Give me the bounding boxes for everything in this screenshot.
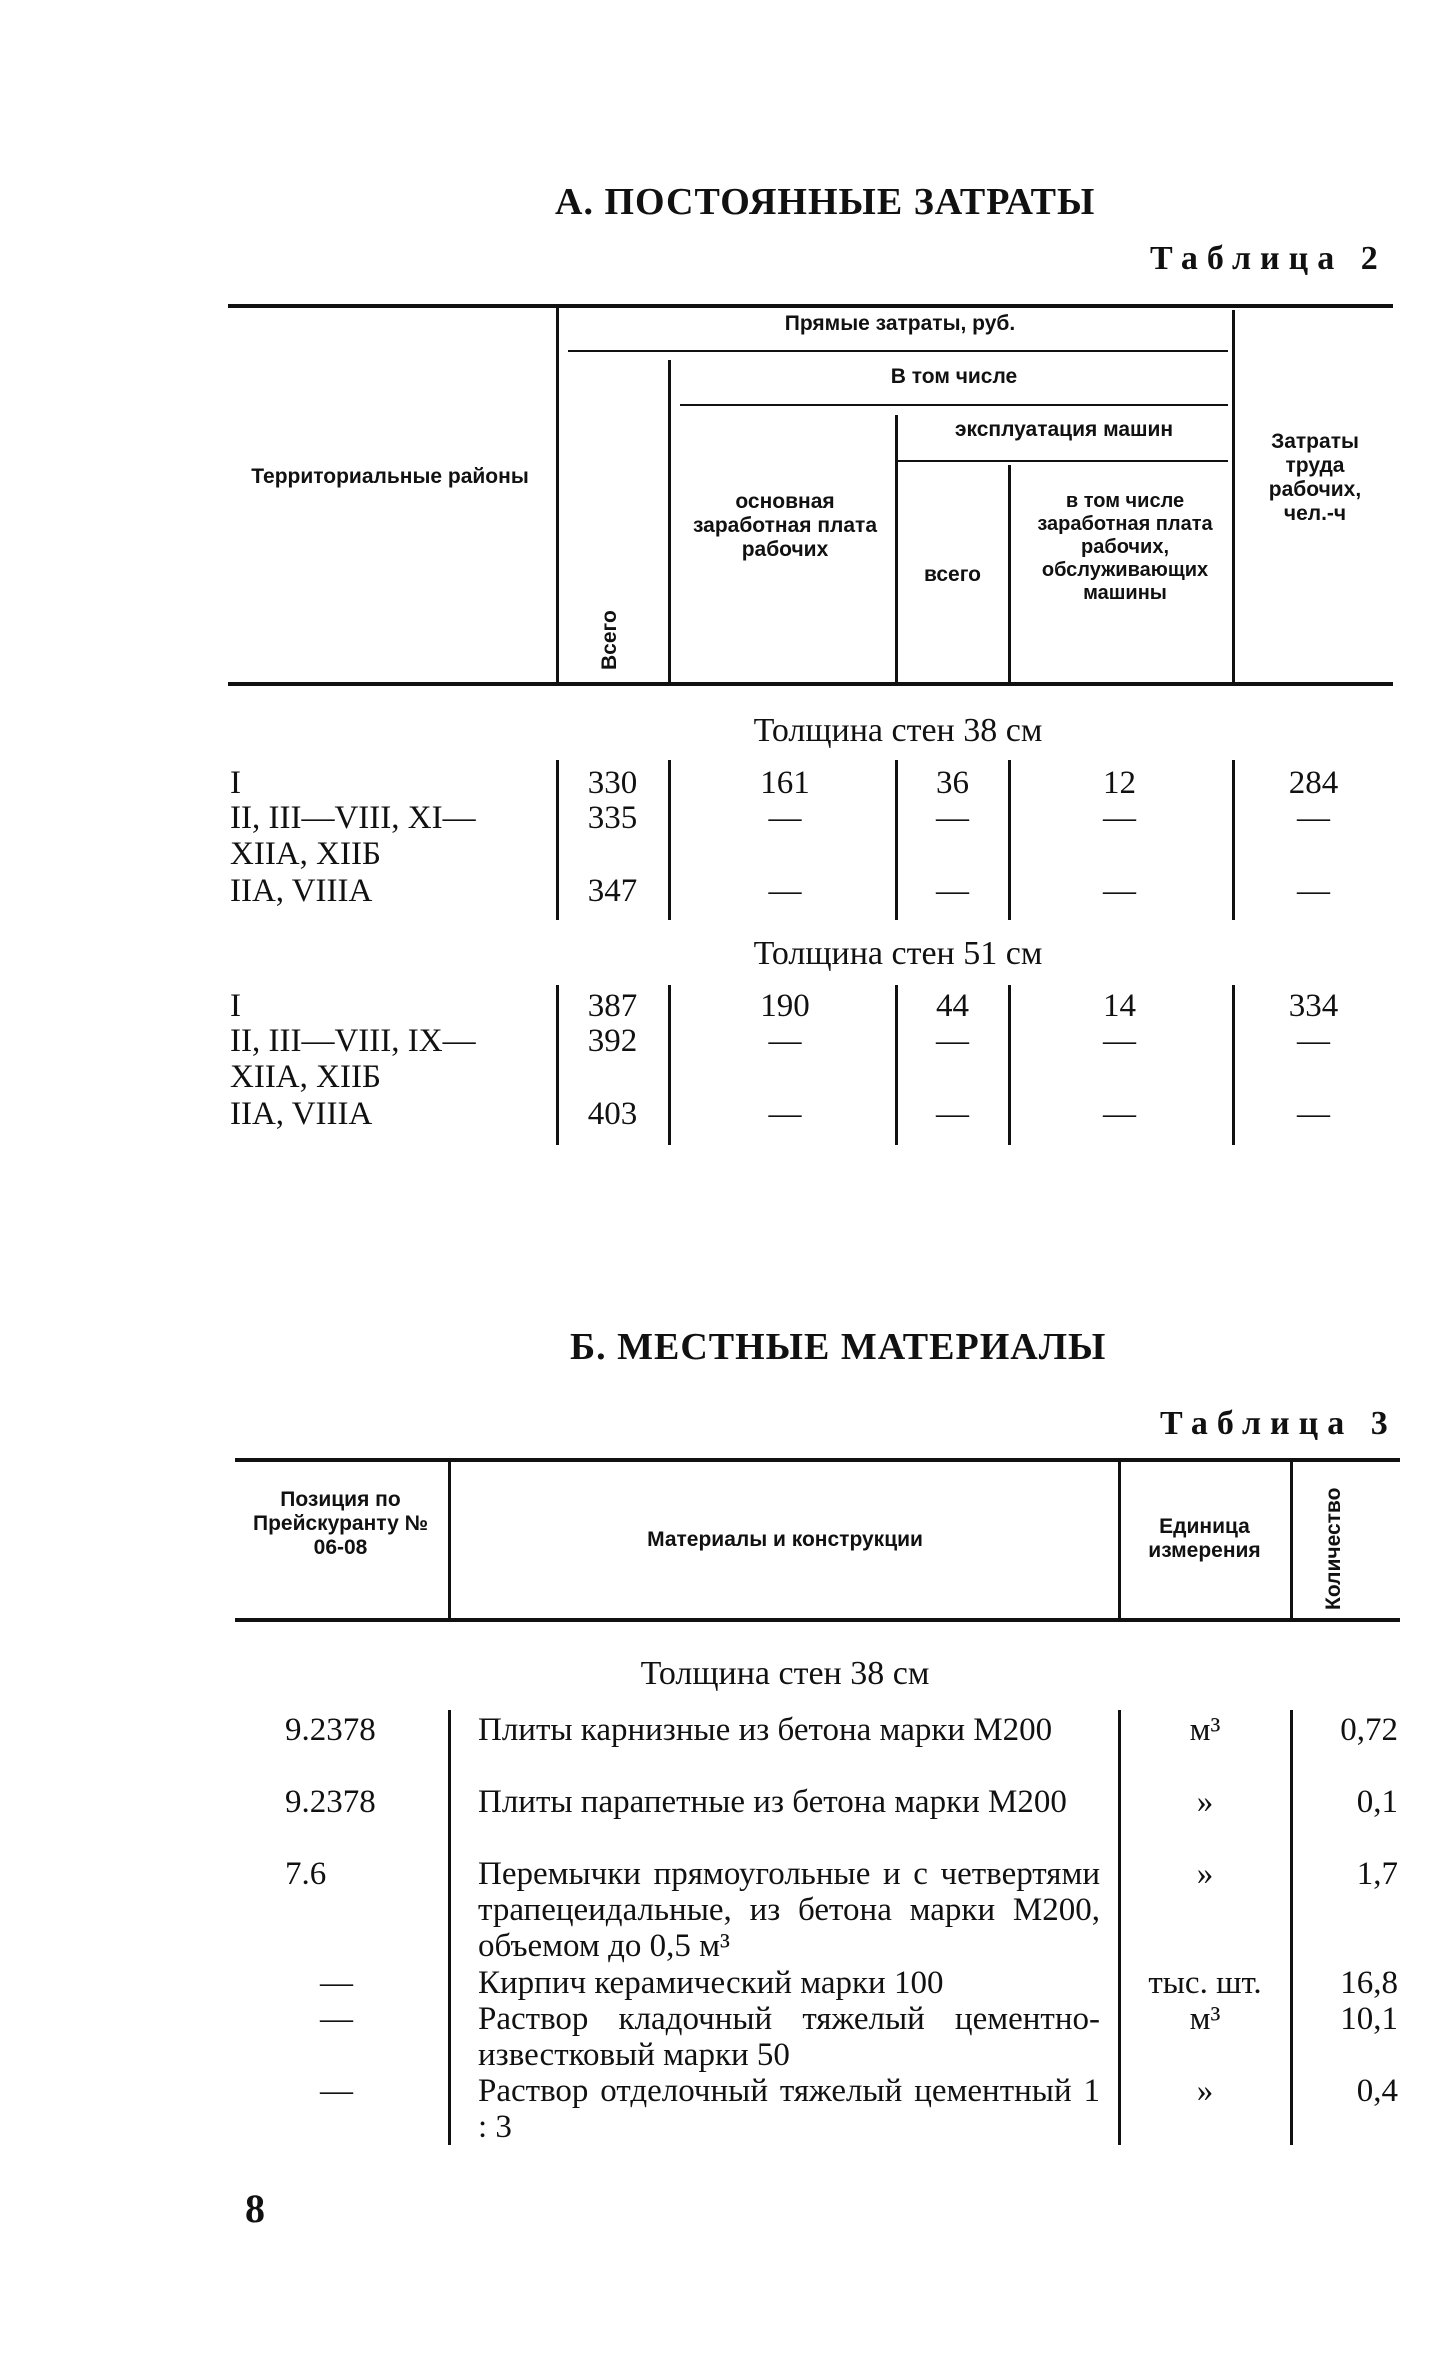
t3-hdr-vline-1 xyxy=(448,1462,451,1620)
table-2-header-rule-3 xyxy=(898,460,1228,462)
machine-wage-cell: — xyxy=(1103,800,1136,836)
total-cell: 392 xyxy=(587,1023,638,1059)
position-cell: — xyxy=(320,2073,353,2109)
g1-vline-2 xyxy=(668,760,671,920)
g2-vline-2 xyxy=(668,985,671,1145)
table-3-caption: Таблица 3 xyxy=(1160,1405,1397,1442)
wage-cell: — xyxy=(768,1096,802,1132)
t3-hdr-vline-2 xyxy=(1118,1462,1121,1620)
table-3-subtitle: Толщина стен 38 см xyxy=(640,1655,930,1692)
machine-cell: 44 xyxy=(936,988,969,1024)
unit-cell: м³ xyxy=(1189,1712,1221,1748)
table-2-hdr-vline-1 xyxy=(556,306,559,684)
section-b-title: Б. МЕСТНЫЕ МАТЕРИАЛЫ xyxy=(570,1326,1107,1368)
machine-cell: — xyxy=(936,800,969,836)
table-2-header-bottom-rule xyxy=(228,682,1393,686)
header-direct-costs: Прямые затраты, руб. xyxy=(784,312,1016,335)
wage-cell: — xyxy=(768,1023,802,1059)
t3-body-vline-3 xyxy=(1290,1710,1293,2145)
wage-cell: 190 xyxy=(760,988,810,1024)
table-2-header-rule-1 xyxy=(568,350,1228,352)
header-machine-total: всего xyxy=(923,563,982,586)
quantity-cell: 16,8 xyxy=(1340,1965,1398,2001)
table-2-top-rule xyxy=(228,304,1393,308)
table-2-caption: Таблица 2 xyxy=(1150,240,1387,277)
t3-body-vline-1 xyxy=(448,1710,451,2145)
labor-cell: — xyxy=(1297,1096,1330,1132)
group-2-subtitle: Толщина стен 51 см xyxy=(753,935,1043,972)
g1-vline-5 xyxy=(1232,760,1235,920)
material-cell: Плиты карнизные из бетона марки М200 xyxy=(478,1712,1053,1748)
header-machine-wage: в том числе заработная плата рабочих, обслуживающих машины xyxy=(1037,490,1213,604)
labor-cell: — xyxy=(1297,873,1330,909)
machine-wage-cell: — xyxy=(1103,1023,1136,1059)
total-cell: 335 xyxy=(587,800,638,836)
region-cell: II, III—VIII, IX—XIIA, XIIБ xyxy=(230,1023,476,1095)
quantity-cell: 10,1 xyxy=(1340,2001,1398,2037)
labor-cell: — xyxy=(1297,1023,1330,1059)
table-3-header-bottom-rule xyxy=(235,1618,1400,1622)
table-2-hdr-vline-3 xyxy=(895,415,898,684)
region-cell: I xyxy=(230,988,241,1024)
table-2-hdr-vline-2 xyxy=(668,360,671,684)
machine-cell: — xyxy=(936,1023,969,1059)
g1-vline-1 xyxy=(556,760,559,920)
material-cell: Раствор отделочный тяжелый цементный 1 : 3 xyxy=(478,2073,1100,2145)
wage-cell: — xyxy=(768,873,802,909)
table-3-top-rule xyxy=(235,1458,1400,1462)
machine-cell: — xyxy=(936,1096,969,1132)
header-materials: Материалы и конструкции xyxy=(647,1528,923,1551)
header-position: Позиция по Прейскуранту № 06-08 xyxy=(252,1488,429,1559)
quantity-cell: 0,72 xyxy=(1340,1712,1398,1748)
material-cell: Плиты парапетные из бетона марки М200 xyxy=(478,1784,1067,1820)
region-cell: I xyxy=(230,765,241,801)
header-labor: Затраты труда рабочих, чел.-ч xyxy=(1268,430,1362,525)
unit-cell: » xyxy=(1196,2073,1214,2109)
header-total: Всего xyxy=(598,610,621,670)
labor-cell: 284 xyxy=(1288,765,1339,801)
region-cell: II, III—VIII, XI—XIIA, XIIБ xyxy=(230,800,476,872)
position-cell: 9.2378 xyxy=(285,1712,376,1748)
machine-cell: — xyxy=(936,873,969,909)
table-2-hdr-vline-5 xyxy=(1232,310,1235,684)
material-cell: Перемычки прямоугольные и с четвертями трапецеидальные, из бетона марки М200, объемом до 0,5 м³ xyxy=(478,1856,1100,1964)
header-machine-operation: эксплуатация машин xyxy=(954,418,1174,441)
position-cell: — xyxy=(320,1965,353,2001)
header-including: В том числе xyxy=(890,365,1018,388)
position-cell: 9.2378 xyxy=(285,1784,376,1820)
region-cell: IIA, VIIIA xyxy=(230,873,373,909)
header-base-wage: основная заработная плата рабочих xyxy=(692,490,878,561)
total-cell: 403 xyxy=(587,1096,638,1132)
unit-cell: » xyxy=(1196,1784,1214,1820)
page-number: 8 xyxy=(245,2186,265,2231)
wage-cell: 161 xyxy=(760,765,810,801)
table-2-header-rule-2 xyxy=(680,404,1228,406)
machine-wage-cell: 14 xyxy=(1103,988,1136,1024)
header-regions: Территориальные районы xyxy=(251,465,529,488)
machine-cell: 36 xyxy=(936,765,969,801)
material-cell: Раствор кладочный тяжелый цементно-известковый марки 50 xyxy=(478,2001,1100,2073)
wage-cell: — xyxy=(768,800,802,836)
total-cell: 387 xyxy=(587,988,638,1024)
unit-cell: м³ xyxy=(1189,2001,1221,2037)
header-unit: Единица измерения xyxy=(1148,1515,1261,1562)
material-cell: Кирпич керамический марки 100 xyxy=(478,1965,944,2001)
header-quantity: Количество xyxy=(1322,1487,1345,1610)
g1-vline-4 xyxy=(1008,760,1011,920)
g2-vline-3 xyxy=(895,985,898,1145)
quantity-cell: 0,1 xyxy=(1356,1784,1398,1820)
table-2-hdr-vline-4 xyxy=(1008,465,1011,684)
total-cell: 347 xyxy=(587,873,638,909)
g2-vline-4 xyxy=(1008,985,1011,1145)
position-cell: — xyxy=(320,2001,353,2037)
labor-cell: 334 xyxy=(1288,988,1339,1024)
t3-hdr-vline-3 xyxy=(1290,1462,1293,1620)
unit-cell: » xyxy=(1196,1856,1214,1892)
machine-wage-cell: 12 xyxy=(1103,765,1136,801)
machine-wage-cell: — xyxy=(1103,1096,1136,1132)
region-cell: IIA, VIIIA xyxy=(230,1096,373,1132)
total-cell: 330 xyxy=(587,765,638,801)
t3-body-vline-2 xyxy=(1118,1710,1121,2145)
machine-wage-cell: — xyxy=(1103,873,1136,909)
group-1-subtitle: Толщина стен 38 см xyxy=(753,712,1043,749)
g2-vline-1 xyxy=(556,985,559,1145)
g2-vline-5 xyxy=(1232,985,1235,1145)
position-cell: 7.6 xyxy=(285,1856,327,1892)
section-a-title: А. ПОСТОЯННЫЕ ЗАТРАТЫ xyxy=(555,181,1096,223)
quantity-cell: 1,7 xyxy=(1356,1856,1398,1892)
labor-cell: — xyxy=(1297,800,1330,836)
quantity-cell: 0,4 xyxy=(1356,2073,1398,2109)
g1-vline-3 xyxy=(895,760,898,920)
unit-cell: тыс. шт. xyxy=(1148,1965,1262,2001)
